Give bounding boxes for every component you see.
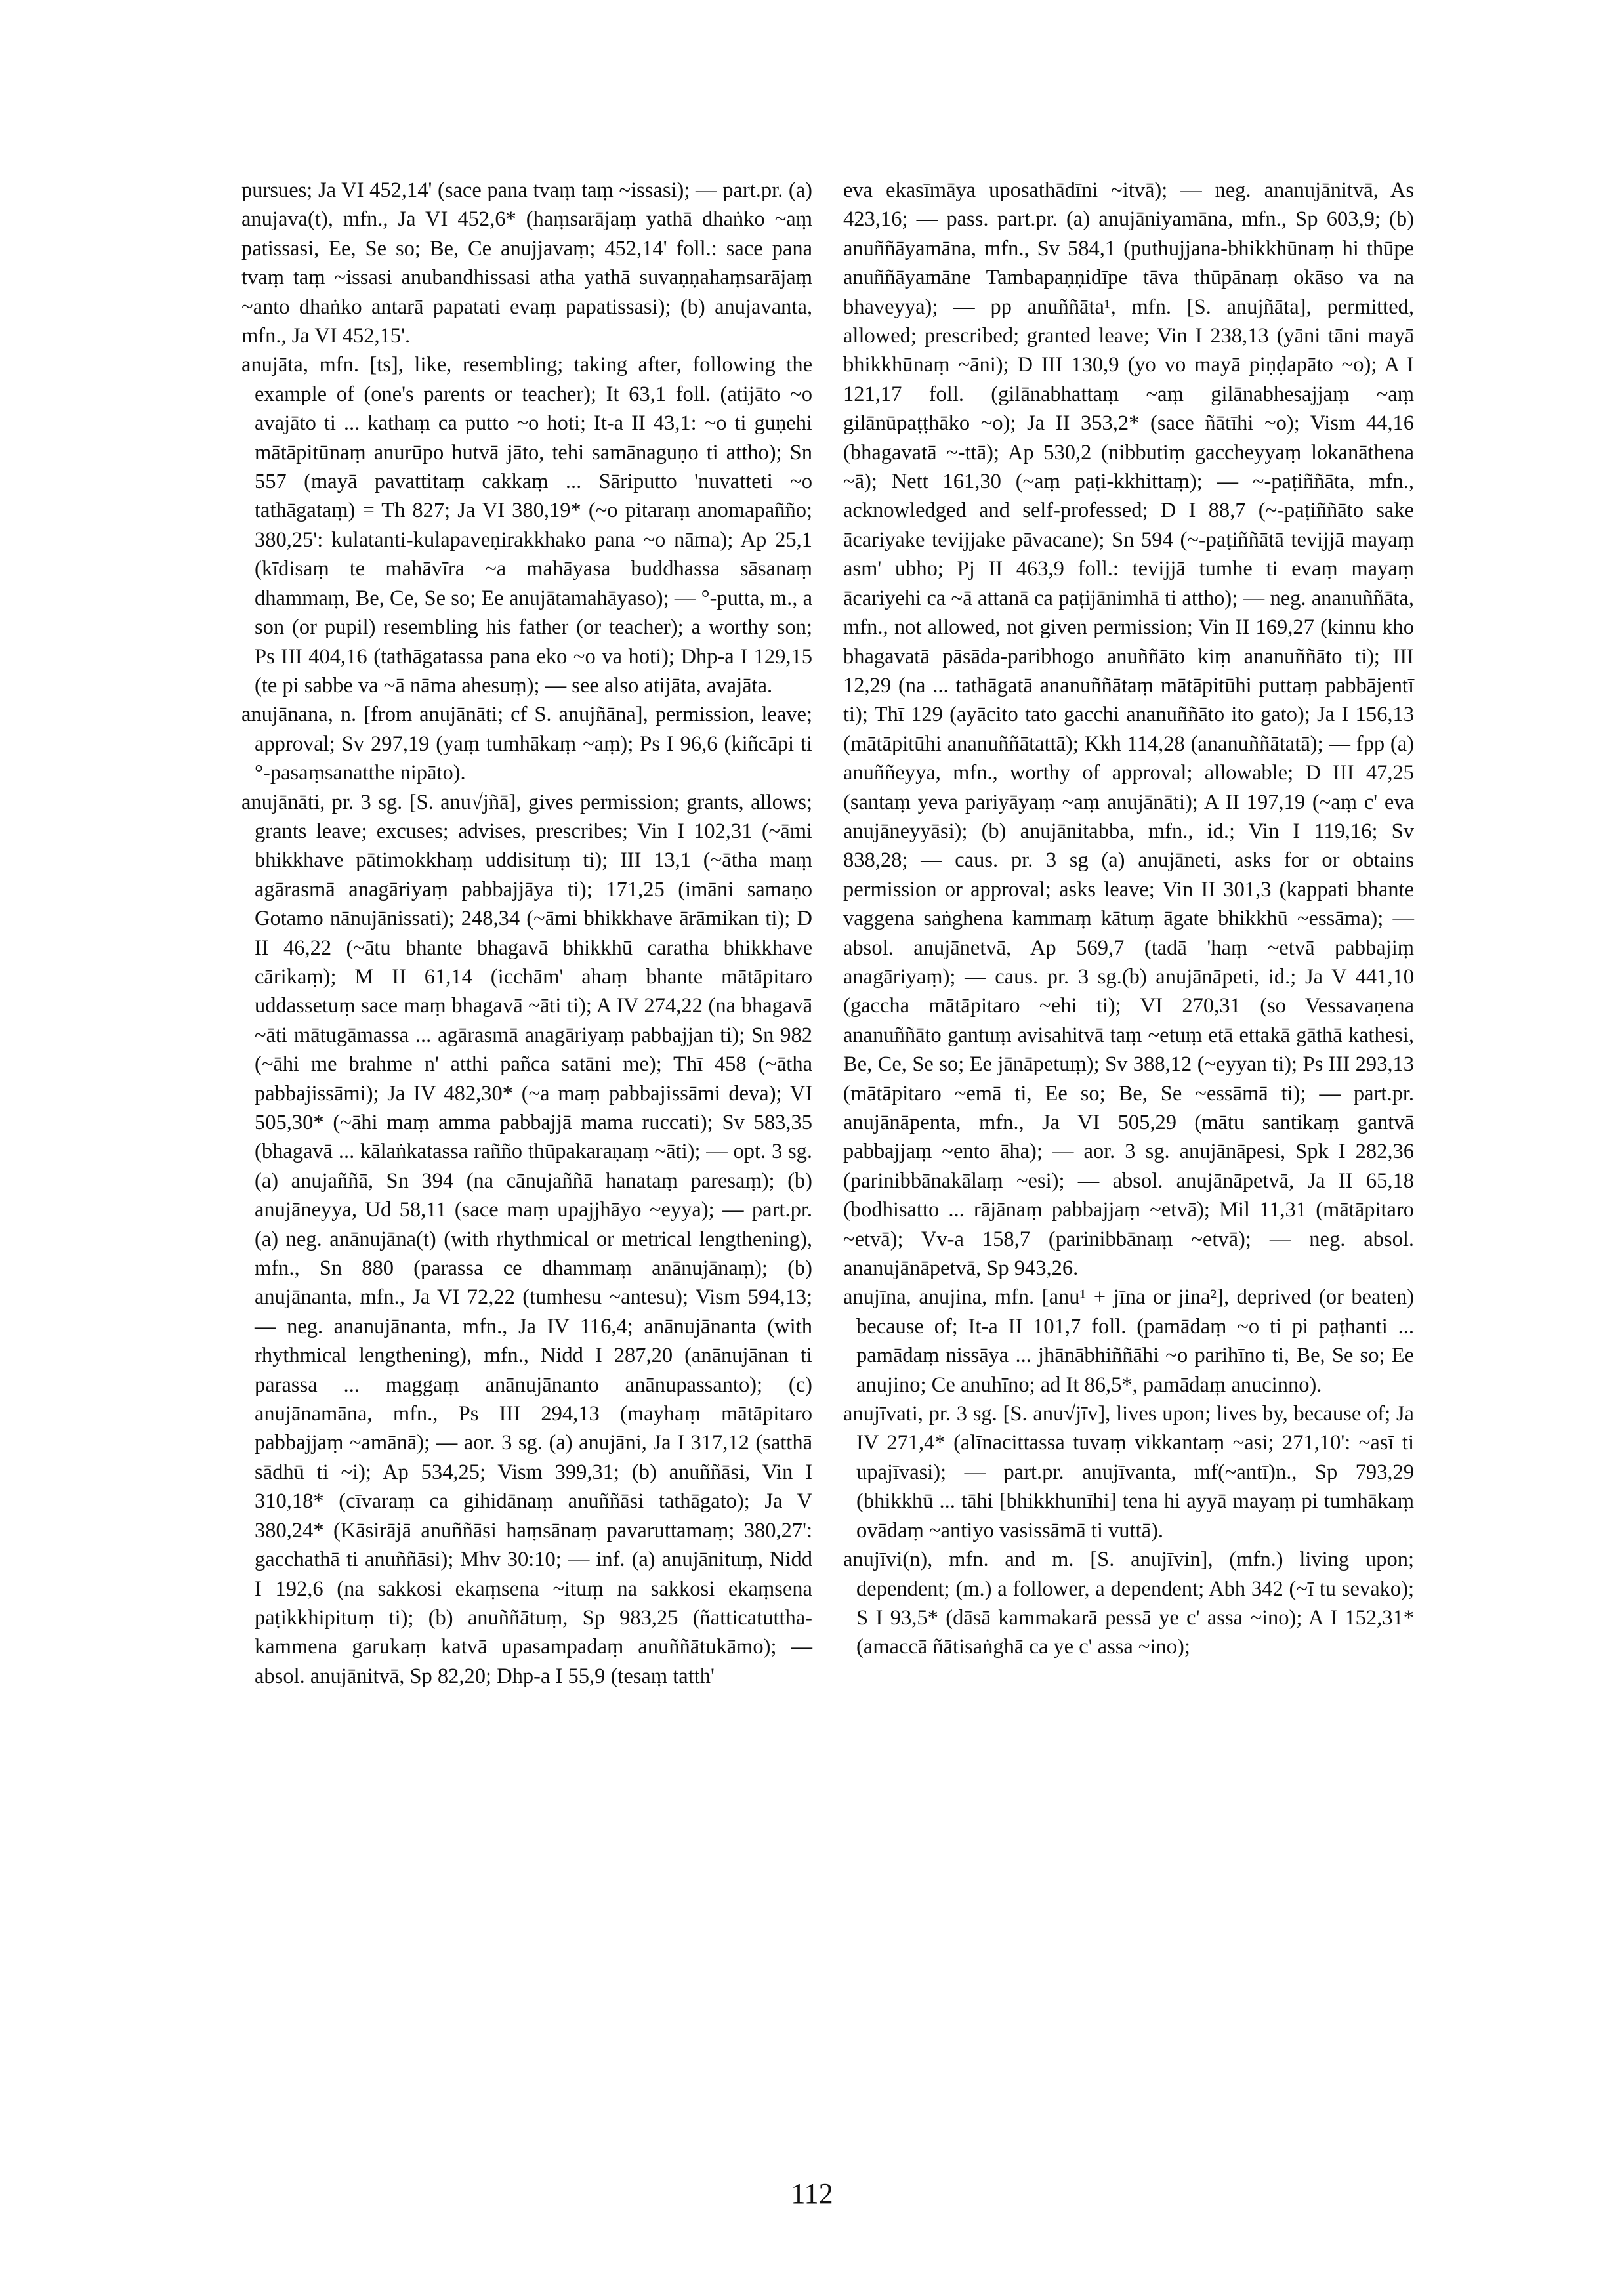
page-number: 112: [791, 2178, 833, 2210]
dictionary-entry: anujīvi(n), mfn. and m. [S. anujīvin], (mfn.) living upon; dependent; (m.) a follower, a dependent; Abh 342 (~ī tu sevako); S I 93,5* (dāsā kammakarā pessā ye c' assa ~ino); A I 152,31* (amaccā ñātisaṅghā ca ye c' assa ~ino);: [843, 1548, 1414, 1659]
dictionary-entry: anujānana, n. [from anujānāti; cf S. anujñāna], permission, leave; approval; Sv 297,19 (yaṃ tumhākaṃ ~aṃ); Ps I 96,6 (kiñcāpi ti °-pasaṃsanatthe nipāto).: [241, 703, 812, 785]
dictionary-entry: anujānāti, pr. 3 sg. [S. anu√jñā], gives permission; grants, allows; grants leave; excuses; advises, prescribes; Vin I 102,31 (~āmi bhikkhave pātimokkhaṃ uddisituṃ ti); III 13,1 (~ātha maṃ agārasmā anagāriyaṃ pabbajjāya ti); 171,25 (imāni samaṇo Gotamo nānujānissati); 248,34 (~āmi bhikkhave ārāmikan ti); D II 46,22 (~ātu bhante bhagavā bhikkhū caratha bhikkhave cārikaṃ); M II 61,14 (icchām' ahaṃ bhante mātāpitaro uddassetuṃ sace maṃ bhagavā ~āti ti); A IV 274,22 (na bhagavā ~āti mātugāmassa ... agārasmā anagāriyaṃ pabbajjan ti); Sn 982 (~āhi me brahme n' atthi pañca satāni me); Thī 458 (~ātha pabbajissāmi); Ja IV 482,30* (~a maṃ pabbajissāmi deva); VI 505,30* (~āhi maṃ amma pabbajjā mama ruccati); Sv 583,35 (bhagavā ... kālaṅkatassa rañño thūpakaraṇaṃ ~āti); — opt. 3 sg. (a) anujaññā, Sn 394 (na cānujaññā hanataṃ paresaṃ); (b) anujāneyya, Ud 58,11 (sace maṃ upajjhāyo ~eyya); — part.pr. (a) neg. anānujāna(t) (with rhythmical or metrical lengthening), mfn., Sn 880 (parassa ce dhammaṃ anānujānaṃ); (b) anujānanta, mfn., Ja VI 72,22 (tumhesu ~antesu); Vism 594,13; — neg. ananujānanta, mfn., Ja IV 116,4; anānujānanta (with rhythmical lengthening), mfn., Nidd I 287,20 (anānujānan ti parassa ... maggaṃ anānujānanto anānupassanto); (c) anujānamāna, mfn., Ps III 294,13 (mayhaṃ mātāpitaro pabbajjaṃ ~amānā); — aor. 3 sg. (a) anujāni, Ja I 317,12 (satthā sādhū ti ~i); Ap 534,25; Vism 399,31; (b) anuññāsi, Vin I 310,18* (cīvaraṃ ca gihidānaṃ anuññāsi tathāgato); Ja V 380,24* (Kāsirājā anuññāsi haṃsānaṃ pavaruttamaṃ; 380,27': gacchathā ti anuññāsi); Mhv 30:10; — inf. (a) anujānituṃ, Nidd I 192,6 (na sakkosi ekaṃsena ~ituṃ na sakkosi ekaṃsena paṭikkhipituṃ ti); (b) anuññātuṃ, Sp 983,25 (ñatticatuttha-kammena garukaṃ katvā upasampadaṃ anuññātukāmo); — absol. anujānitvā, Sp 82,20; Dhp-a I 55,9 (tesaṃ tatth': [241, 790, 812, 1688]
left-column: [241, 176, 812, 1691]
dictionary-entry: anujīvati, pr. 3 sg. [S. anu√jīv], lives upon; lives by, because of; Ja IV 271,4* (alīnacittassa tuvaṃ vikkantaṃ ~asi; 271,10': ~asī ti upajīvasi); — part.pr. anujīvanta, mf(~antī)n., Sp 793,29 (bhikkhū ... tāhi [bhikkhunīhi] tena hi ayyā mayaṃ pi tumhākaṃ ovādaṃ ~antiyo vasissāmā ti vuttā).: [843, 1402, 1414, 1542]
right-column: [843, 176, 1414, 1662]
dictionary-entry: pursues; Ja VI 452,14' (sace pana tvaṃ taṃ ~issasi); — part.pr. (a) anujava(t), mfn., Ja VI 452,6* (haṃsarājaṃ yathā dhaṅko ~aṃ patissasi, Ee, Se so; Be, Ce anujjavaṃ; 452,14' foll.: sace pana tvaṃ taṃ ~issasi anubandhissasi atha yathā suvaṇṇahaṃsarājaṃ ~anto dhaṅko antarā papatati evaṃ papatissasi); (b) anujavanta, mfn., Ja VI 452,15'.: [241, 178, 812, 348]
dictionary-entry: anujīna, anujina, mfn. [anu¹ + jīna or jina²], deprived (or beaten) because of; It-a II 101,7 foll. (pamādaṃ ~o ti pi paṭhanti ... pamādaṃ nissāya ... jhānābhiññāhi ~o parihīno ti, Be, Se so; Ee anujino; Ce anuhīno; ad It 86,5*, pamādaṃ anucinno).: [843, 1285, 1414, 1397]
dictionary-entry: eva ekasīmāya uposathādīni ~itvā); — neg. ananujānitvā, As 423,16; — pass. part.pr. (a) anujāniyamāna, mfn., Sp 603,9; (b) anuññāyamāna, mfn., Sv 584,1 (puthujjana-bhikkhūnaṃ hi thūpe anuññāyamāne Tambapaṇṇidīpe tāva thūpānaṃ okāso va na bhaveyya); — pp anuññāta¹, mfn. [S. anujñāta], permitted, allowed; prescribed; granted leave; Vin I 238,13 (yāni tāni mayā bhikkhūnaṃ ~āni); D III 130,9 (yo vo mayā piṇḍapāto ~o); A I 121,17 foll. (gilānabhattaṃ ~aṃ gilānabhesajjaṃ ~aṃ gilānūpaṭṭhāko ~o); Ja II 353,2* (sace ñātīhi ~o); Vism 44,16 (bhagavatā ~-ttā); Ap 530,2 (nibbutiṃ gaccheyyaṃ lokanāthena ~ā); Nett 161,30 (~aṃ paṭi-kkhittaṃ); — ~-paṭiññāta, mfn., acknowledged and self-professed; D I 88,7 (~-paṭiññāto sake ācariyake tevijjake pāvacane); Sn 594 (~-paṭiññātā tevijjā mayaṃ asm' ubho; Pj II 463,9 foll.: tevijjā tumhe ti evaṃ mayaṃ ācariyehi ca ~ā attanā ca paṭijānimhā ti attho); — neg. ananuññāta, mfn., not allowed, not given permission; Vin II 169,27 (kinnu kho bhagavatā pāsāda-paribhogo anuññāto kiṃ ananuññāto ti); III 12,29 (na ... tathāgatā ananuññātaṃ mātāpitūhi puttaṃ pabbājentī ti); Thī 129 (ayācito tato gacchi ananuññāto ito gato); Ja I 156,13 (mātāpitūhi ananuññātattā); Kkh 114,28 (ananuññātatā); — fpp (a) anuññeyya, mfn., worthy of approval; allowable; D III 47,25 (santaṃ yeva pariyāyaṃ ~aṃ anujānāti); A II 197,19 (~aṃ c' eva anujāneyyāsi); (b) anujānitabba, mfn., id.; Vin I 119,16; Sv 838,28; — caus. pr. 3 sg (a) anujāneti, asks for or obtains permission or approval; asks leave; Vin II 301,3 (kappati bhante vaggena saṅghena kammaṃ kātuṃ āgate bhikkhū ~essāma); — absol. anujānetvā, Ap 569,7 (tadā 'haṃ ~etvā pabbajiṃ anagāriyaṃ); — caus. pr. 3 sg.(b) anujānāpeti, id.; Ja V 441,10 (gaccha mātāpitaro ~ehi ti); VI 270,31 (so Vessavaṇena ananuññāto gantuṃ avisahitvā taṃ ~etuṃ etā ettakā gāthā kathesi, Be, Ce, Se so; Ee jānāpetuṃ); Sv 388,12 (~eyyan ti); Ps III 293,13 (mātāpitaro ~emā ti, Ee so; Be, Se ~essāmā ti); — part.pr. anujānāpenta, mfn., Ja VI 505,29 (mātu santikaṃ gantvā pabbajjaṃ ~ento āha); — aor. 3 sg. anujānāpesi, Spk I 282,36 (parinibbānakālaṃ ~esi); — absol. anujānāpetvā, Ja II 65,18 (bodhisatto ... rājānaṃ pabbajjaṃ ~etvā); Mil 11,31 (mātāpitaro ~etvā); Vv-a 158,7 (parinibbānaṃ ~etvā); — neg. absol. ananujānāpetvā, Sp 943,26.: [843, 178, 1414, 1281]
dictionary-entry: anujāta, mfn. [ts], like, resembling; taking after, following the example of (one's parents or teacher); It 63,1 foll. (atijāto ~o avajāto ti ... kathaṃ ca putto ~o hoti; It-a II 43,1: ~o ti guṇehi mātāpitūnaṃ anurūpo hutvā jāto, tehi samānaguṇo ti attho); Sn 557 (mayā pavattitaṃ cakkaṃ ... Sāriputto 'nuvatteti ~o tathāgataṃ) = Th 827; Ja VI 380,19* (~o pitaraṃ anomapañño; 380,25': kulatanti-kulapaveṇirakkhako pana ~o nāma); Ap 25,1 (kīdisaṃ te mahāvīra ~a mahāyasa buddhassa sāsanaṃ dhammaṃ, Be, Ce, Se so; Ee anujātamahāyaso); — °-putta, m., a son (or pupil) resembling his father (or teacher); a worthy son; Ps III 404,16 (tathāgatassa pana eko ~o va hoti); Dhp-a I 129,15 (te pi sabbe va ~ā nāma ahesuṃ); — see also atijāta, avajāta.: [241, 353, 812, 697]
